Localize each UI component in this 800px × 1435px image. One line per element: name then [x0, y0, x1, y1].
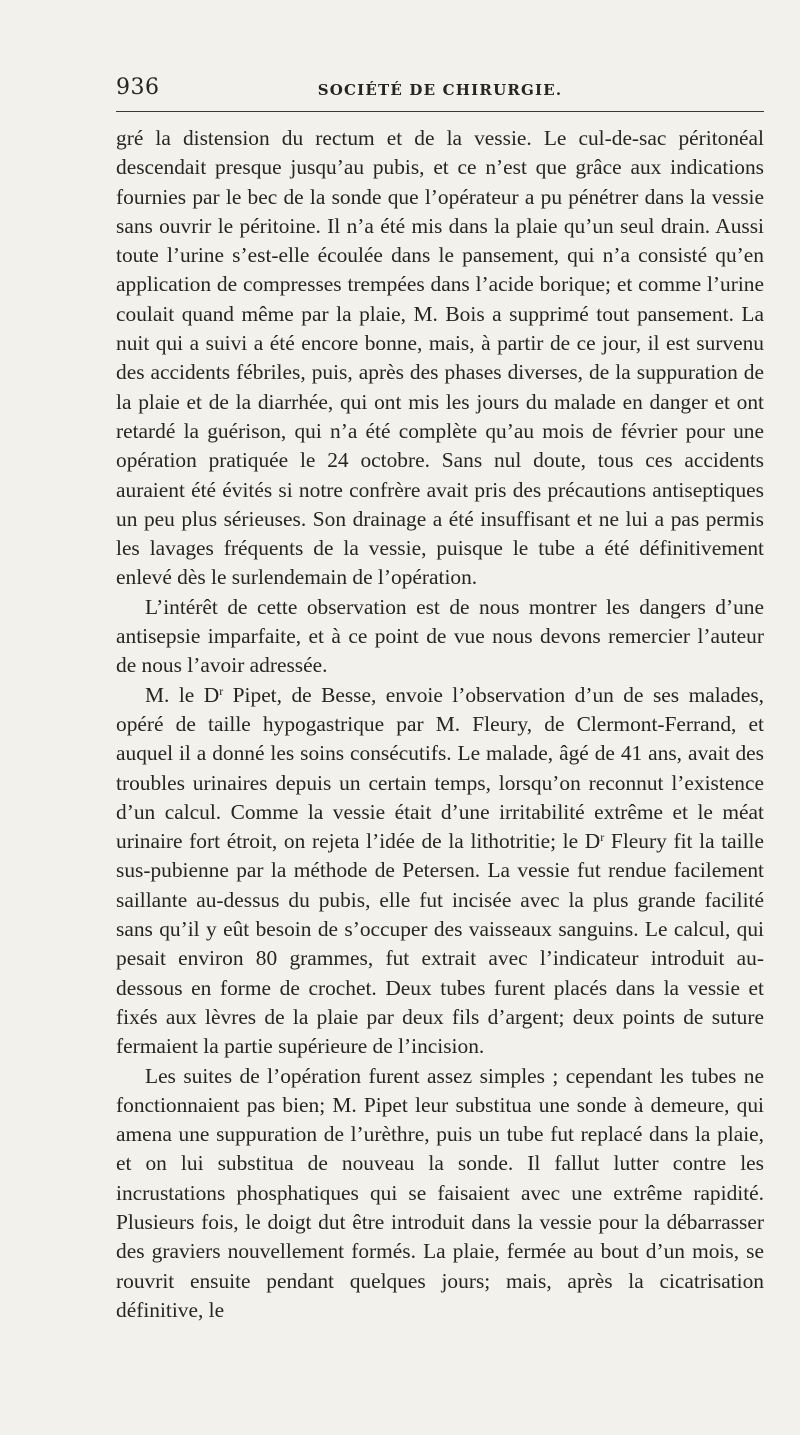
page-number: 936	[116, 75, 160, 100]
superscript-r: r	[600, 830, 605, 845]
paragraph-4: Les suites de l’opération furent assez simples ; cependant les tubes ne fonctionnaient pas bien; M. Pipet leur substitua une sonde à demeure, qui amena une suppuration de l’urèthre, puis un tube fut replacé dans la plaie, et on lui substitua de nouveau la sonde. Il fallut lutter contre les incrustations phosphatiques qui se faisaient avec une extrême rapidité. Plusieurs fois, le doigt dut être introduit dans la vessie pour la débarrasser des graviers nouvellement formés. La plaie, fermée au bout d’un mois, se rouvrit ensuite pendant quelques jours; mais, après la cicatrisation définitive, le	[116, 1063, 764, 1322]
superscript-r: r	[219, 683, 224, 698]
header-rule	[116, 111, 764, 112]
paragraph-3-start: M. le D	[145, 682, 220, 707]
paragraph-3	[116, 681, 764, 1062]
paragraph-3-middle: Pipet, de Besse, envoie l’observation d’un de ses malades, opéré de taille hypogastrique par M. Fleury, de Clermont-Ferrand, et auquel il a donné les soins consécutifs. Le malade, âgé de 41 ans, avait des troubles urinaires depuis un certain temps, lorsqu’on reconnut l’existence d’un calcul. Comme la vessie était d’une irritabilité extrême et le méat urinaire fort étroit, on rejeta l’idée de la lithotritie; le D	[116, 682, 764, 854]
page-header	[116, 74, 764, 104]
paragraph-1: gré la distension du rectum et de la vessie. Le cul-de-sac péritonéal descendait presque jusqu’au pubis, et ce n’est que grâce aux indications fournies par le bec de la sonde que l’opérateur a pu pénétrer dans la vessie sans ouvrir le péritoine. Il n’a été mis dans la plaie qu’un seul drain. Aussi toute l’urine s’est-elle écoulée dans le pansement, qui n’a consisté qu’en application de compresses trempées dans l’acide borique; et comme l’urine coulait quand même par la plaie, M. Bois a supprimé tout pansement. La nuit qui a suivi a été encore bonne, mais, à partir de ce jour, il est survenu des accidents fébriles, puis, après des phases diverses, de la suppuration de la plaie et de la diarrhée, qui ont mis les jours du malade en danger et ont retardé la guérison, qui n’a été complète qu’au mois de février pour une opération pratiquée le 24 octobre. Sans nul doute, tous ces accidents auraient été évités si notre confrère avait pris des précautions antiseptiques un peu plus sérieuses. Son drainage a été insuffisant et ne lui a pas permis les lavages fréquents de la vessie, puisque le tube a été définitivement enlevé dès le surlendemain de l’opération.	[116, 126, 764, 590]
running-head: SOCIÉTÉ DE CHIRURGIE.	[317, 81, 563, 99]
body-text	[116, 124, 764, 1325]
paragraph-3-end: Fleury fit la taille sus-pubienne par la méthode de Petersen. La vessie fut rendue facilement saillante au-dessus du pubis, elle fut incisée avec la plus grande facilité sans qu’il y eût besoin de s’occuper des vaisseaux sanguins. Le calcul, qui pesait environ 80 grammes, fut extrait avec l’indicateur introduit au-dessous en forme de crochet. Deux tubes furent placés dans la vessie et fixés aux lèvres de la plaie par deux fils d’argent; deux points de suture fermaient la partie supérieure de l’incision.	[116, 829, 764, 1059]
paragraph-2: L’intérêt de cette observation est de nous montrer les dangers d’une antisepsie imparfaite, et à ce point de vue nous devons remercier l’auteur de nous l’avoir adressée.	[116, 594, 764, 678]
